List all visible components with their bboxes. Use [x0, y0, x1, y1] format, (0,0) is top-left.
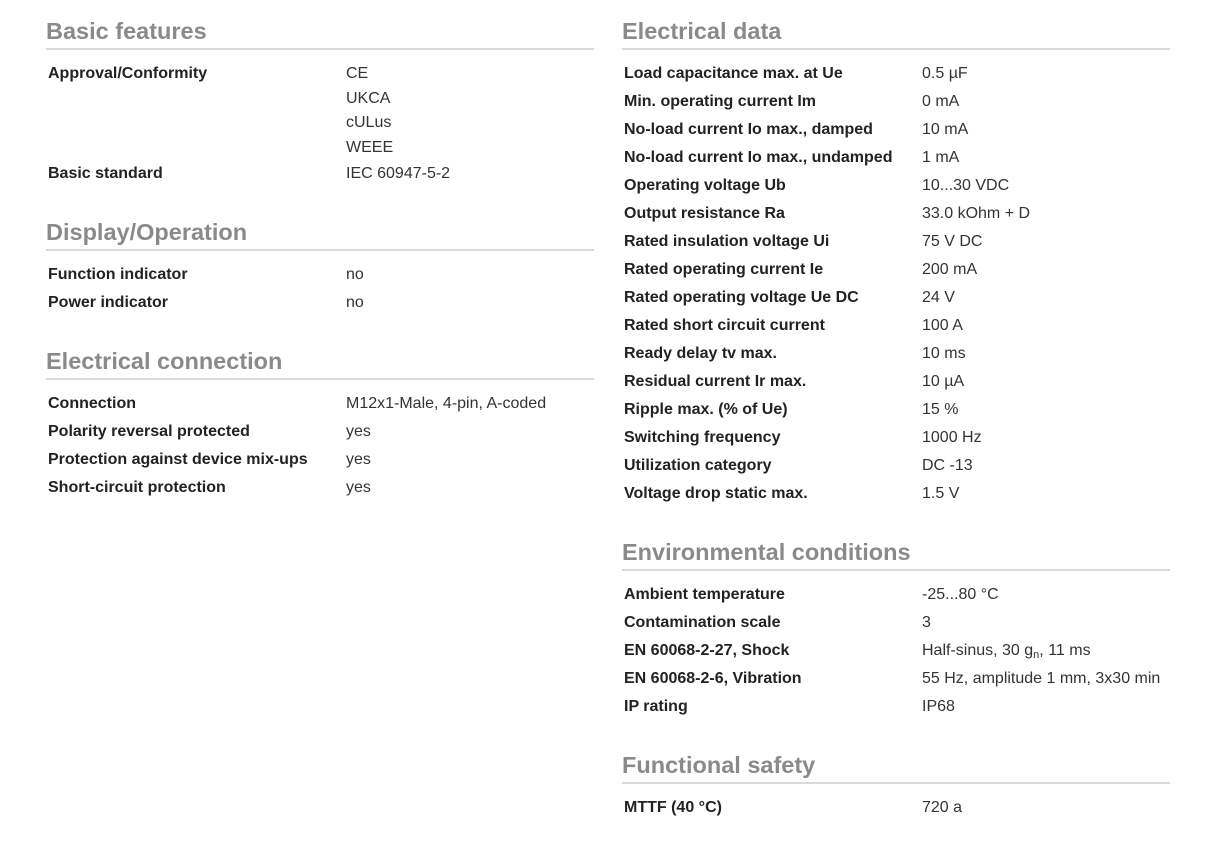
value-ambient-temperature: -25...80 °C [922, 586, 999, 603]
row-contamination-scale [622, 609, 1170, 637]
values-vibration [922, 665, 1170, 693]
row-ambient-temperature [622, 581, 1170, 609]
values-voltage-drop [922, 480, 1170, 508]
label-contamination-scale: Contamination scale [624, 614, 781, 631]
row-operating-voltage [622, 172, 1170, 200]
label-function-indicator: Function indicator [48, 266, 188, 283]
value-short-circuit-protection: yes [346, 479, 371, 496]
label-polarity-reversal: Polarity reversal protected [48, 423, 250, 440]
row-ready-delay [622, 340, 1170, 368]
value-device-mixups: yes [346, 451, 371, 468]
label-device-mixups: Protection against device mix-ups [48, 451, 308, 468]
value-contamination-scale: 3 [922, 614, 931, 631]
label-ambient-temperature: Ambient temperature [624, 586, 785, 603]
values-mttf [922, 794, 1170, 822]
section-title-environmental-conditions: Environmental conditions [622, 535, 1170, 571]
value-approval-weee: WEEE [346, 138, 394, 156]
row-residual-current [622, 368, 1170, 396]
label-basic-standard: Basic standard [48, 165, 163, 182]
value-ready-delay: 10 ms [922, 345, 966, 362]
row-utilization-category [622, 452, 1170, 480]
row-ip-rating [622, 693, 1170, 721]
label-rated-short-circuit-current: Rated short circuit current [624, 317, 825, 334]
label-load-capacitance: Load capacitance max. at Ue [624, 65, 843, 82]
value-shock [922, 637, 1170, 665]
row-short-circuit-protection [46, 474, 594, 502]
value-shock-subscript: n [1033, 649, 1040, 661]
value-operating-voltage: 10...30 VDC [922, 177, 1010, 194]
section-title-basic-features: Basic features [46, 14, 594, 50]
values-ambient-temperature [922, 581, 1170, 609]
values-noload-damped [922, 116, 1170, 144]
values-rated-short-circuit-current [922, 312, 1170, 340]
value-vibration: 55 Hz, amplitude 1 mm, 3x30 min [922, 670, 1161, 687]
label-connection: Connection [48, 395, 136, 412]
label-switching-frequency: Switching frequency [624, 429, 781, 446]
label-voltage-drop: Voltage drop static max. [624, 485, 808, 502]
values-connection [346, 390, 594, 418]
value-connection: M12x1-Male, 4-pin, A-coded [346, 395, 547, 412]
values-short-circuit-protection [346, 474, 594, 502]
value-approval-ukca: UKCA [346, 89, 391, 107]
row-min-operating-current [622, 88, 1170, 116]
values-noload-undamped [922, 144, 1170, 172]
label-residual-current: Residual current Ir max. [624, 373, 807, 390]
row-function-indicator [46, 261, 594, 289]
label-output-resistance: Output resistance Ra [624, 205, 785, 222]
row-device-mixups [46, 446, 594, 474]
value-approval-ce: CE [346, 65, 369, 82]
value-polarity-reversal: yes [346, 423, 371, 440]
values-switching-frequency [922, 424, 1170, 452]
row-approval-conformity [46, 60, 594, 160]
label-shock: EN 60068-2-27, Shock [624, 642, 790, 659]
values-approval-conformity [346, 60, 594, 160]
section-display-operation [46, 215, 594, 317]
values-load-capacitance [922, 60, 1170, 88]
value-ip-rating: IP68 [922, 698, 955, 715]
value-noload-damped: 10 mA [922, 121, 969, 138]
values-operating-voltage [922, 172, 1170, 200]
row-load-capacitance [622, 60, 1170, 88]
values-ip-rating [922, 693, 1170, 721]
basic-features-rows [46, 50, 594, 188]
values-ripple-max [922, 396, 1170, 424]
label-vibration: EN 60068-2-6, Vibration [624, 670, 802, 687]
value-residual-current: 10 µA [922, 373, 965, 390]
value-min-operating-current: 0 mA [922, 93, 960, 110]
functional-safety-rows [622, 784, 1170, 822]
values-residual-current [922, 368, 1170, 396]
label-noload-undamped: No-load current Io max., undamped [624, 149, 893, 166]
row-rated-operating-voltage [622, 284, 1170, 312]
label-ready-delay: Ready delay tv max. [624, 345, 777, 362]
row-rated-insulation-voltage [622, 228, 1170, 256]
values-rated-operating-voltage [922, 284, 1170, 312]
value-shock-prefix: Half-sinus, 30 g [922, 642, 1034, 659]
row-rated-operating-current [622, 256, 1170, 284]
value-approval-culus: cULus [346, 114, 392, 131]
value-basic-standard: IEC 60947-5-2 [346, 165, 451, 182]
value-rated-operating-voltage: 24 V [922, 289, 955, 306]
row-mttf [622, 794, 1170, 822]
value-output-resistance: 33.0 kOhm + D [922, 205, 1031, 222]
label-power-indicator: Power indicator [48, 294, 169, 311]
row-switching-frequency [622, 424, 1170, 452]
electrical-connection-rows [46, 380, 594, 502]
label-utilization-category: Utilization category [624, 457, 772, 474]
section-title-electrical-connection: Electrical connection [46, 344, 594, 380]
values-ready-delay [922, 340, 1170, 368]
label-approval-conformity: Approval/Conformity [48, 65, 208, 82]
values-function-indicator [346, 261, 594, 289]
values-contamination-scale [922, 609, 1170, 637]
values-shock [922, 637, 1170, 665]
label-short-circuit-protection: Short-circuit protection [48, 479, 226, 496]
section-basic-features [46, 14, 594, 188]
value-power-indicator: no [346, 294, 364, 311]
section-environmental-conditions [622, 535, 1170, 721]
section-title-display-operation: Display/Operation [46, 215, 594, 251]
row-basic-standard [46, 160, 594, 188]
row-power-indicator [46, 289, 594, 317]
row-rated-short-circuit-current [622, 312, 1170, 340]
right-column [622, 14, 1170, 849]
row-noload-undamped [622, 144, 1170, 172]
value-voltage-drop: 1.5 V [922, 485, 960, 502]
value-noload-undamped: 1 mA [922, 149, 960, 166]
electrical-data-rows [622, 50, 1170, 508]
value-mttf: 720 a [922, 799, 963, 816]
values-rated-operating-current [922, 256, 1170, 284]
display-operation-rows [46, 251, 594, 317]
value-rated-insulation-voltage: 75 V DC [922, 233, 983, 250]
row-vibration [622, 665, 1170, 693]
label-noload-damped: No-load current Io max., damped [624, 121, 873, 138]
section-title-electrical-data: Electrical data [622, 14, 1170, 50]
label-min-operating-current: Min. operating current Im [624, 93, 817, 110]
value-function-indicator: no [346, 266, 364, 283]
row-polarity-reversal [46, 418, 594, 446]
section-functional-safety [622, 748, 1170, 822]
value-rated-operating-current: 200 mA [922, 261, 978, 278]
left-column [46, 14, 594, 529]
values-utilization-category [922, 452, 1170, 480]
value-load-capacitance: 0.5 µF [922, 65, 968, 82]
values-power-indicator [346, 289, 594, 317]
values-basic-standard [346, 160, 594, 188]
section-electrical-data [622, 14, 1170, 508]
environmental-conditions-rows [622, 571, 1170, 721]
row-output-resistance [622, 200, 1170, 228]
values-rated-insulation-voltage [922, 228, 1170, 256]
label-rated-operating-voltage: Rated operating voltage Ue DC [624, 289, 859, 306]
label-rated-insulation-voltage: Rated insulation voltage Ui [624, 233, 830, 250]
values-output-resistance [922, 200, 1170, 228]
value-shock-suffix: , 11 ms [1039, 642, 1091, 659]
row-voltage-drop [622, 480, 1170, 508]
values-device-mixups [346, 446, 594, 474]
value-ripple-max: 15 % [922, 401, 959, 418]
row-noload-damped [622, 116, 1170, 144]
values-min-operating-current [922, 88, 1170, 116]
row-shock [622, 637, 1170, 665]
label-operating-voltage: Operating voltage Ub [624, 177, 786, 194]
row-connection [46, 390, 594, 418]
value-utilization-category: DC -13 [922, 457, 973, 474]
section-electrical-connection [46, 344, 594, 502]
values-polarity-reversal [346, 418, 594, 446]
label-mttf: MTTF (40 °C) [624, 799, 722, 816]
section-title-functional-safety: Functional safety [622, 748, 1170, 784]
label-rated-operating-current: Rated operating current Ie [624, 261, 824, 278]
value-switching-frequency: 1000 Hz [922, 429, 982, 446]
label-ip-rating: IP rating [624, 698, 688, 715]
value-rated-short-circuit-current: 100 A [922, 317, 963, 334]
label-ripple-max: Ripple max. (% of Ue) [624, 401, 788, 418]
row-ripple-max [622, 396, 1170, 424]
